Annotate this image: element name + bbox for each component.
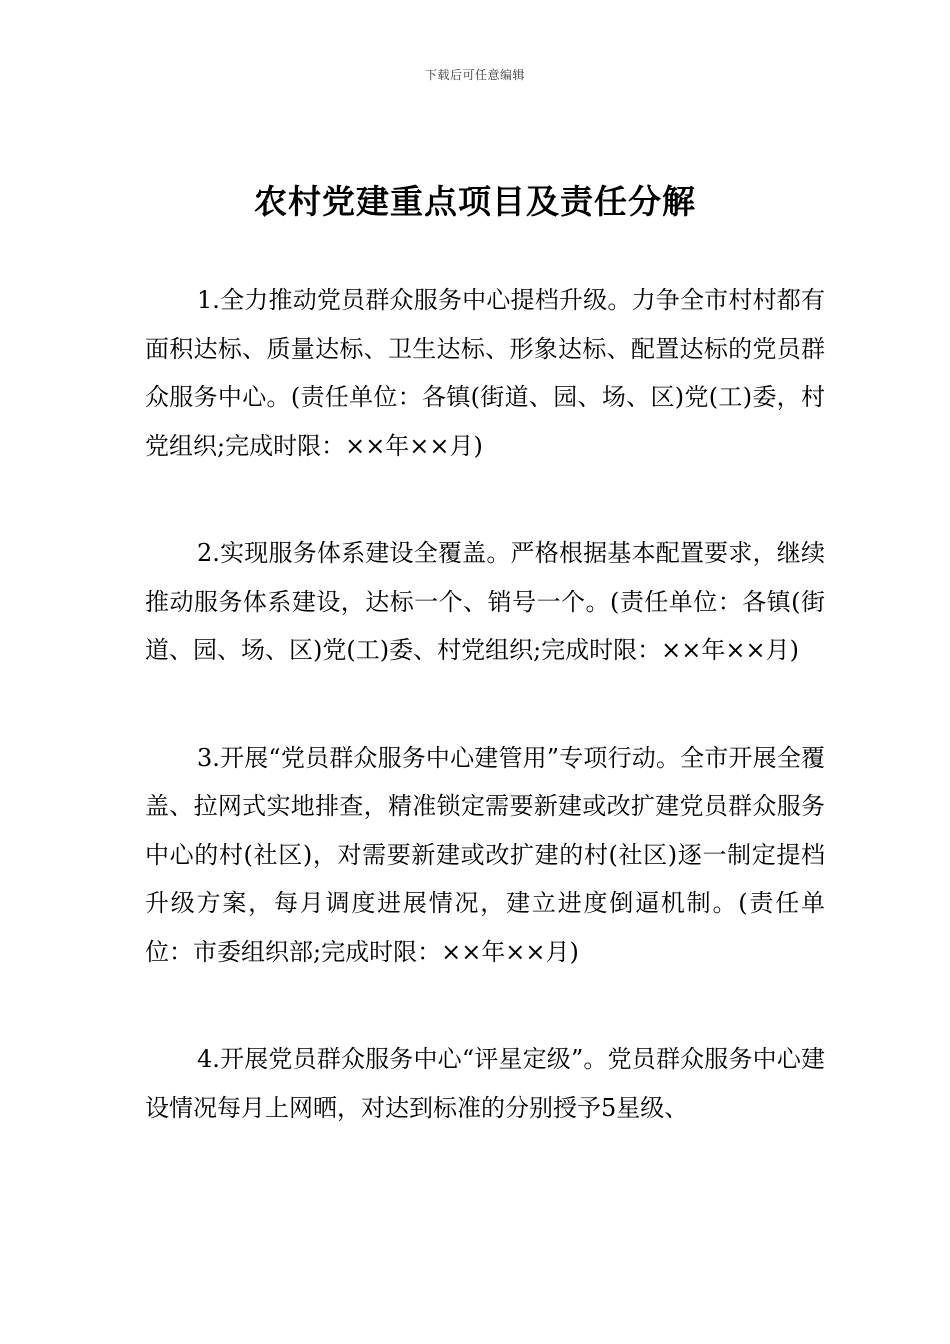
paragraph-3: 3.开展“党员群众服务中心建管用”专项行动。全市开展全覆盖、拉网式实地排查，精准锁定需要新建或改扩建党员群众服务中心的村(社区)，对需要新建或改扩建的村(社区)逐一制定提档升级方案，每月调度进展情况，建立进度倒逼机制。(责任单位：市委组织部;完成时限：××年××月) [145,743,825,966]
paragraph-1: 1.全力推动党员群众服务中心提档升级。力争全市村村都有面积达标、质量达标、卫生达标、形象达标、配置达标的党员群众服务中心。(责任单位：各镇(街道、园、场、区)党(工)委，村党组织;完成时限：××年××月) [145,286,825,460]
paragraph-2: 2.实现服务体系建设全覆盖。严格根据基本配置要求，继续推动服务体系建设，达标一个、销号一个。(责任单位：各镇(街道、园、场、区)党(工)委、村党组织;完成时限：××年××月) [145,539,825,664]
paragraph-4: 4.开展党员群众服务中心“评星定级”。党员群众服务中心建设情况每月上网晒，对达到标准的分别授予5星级、 [145,1045,825,1122]
document-body [145,276,825,1191]
header-note: 下载后可任意编辑 [424,68,525,82]
document-title: 农村党建重点项目及责任分解 [254,182,696,221]
